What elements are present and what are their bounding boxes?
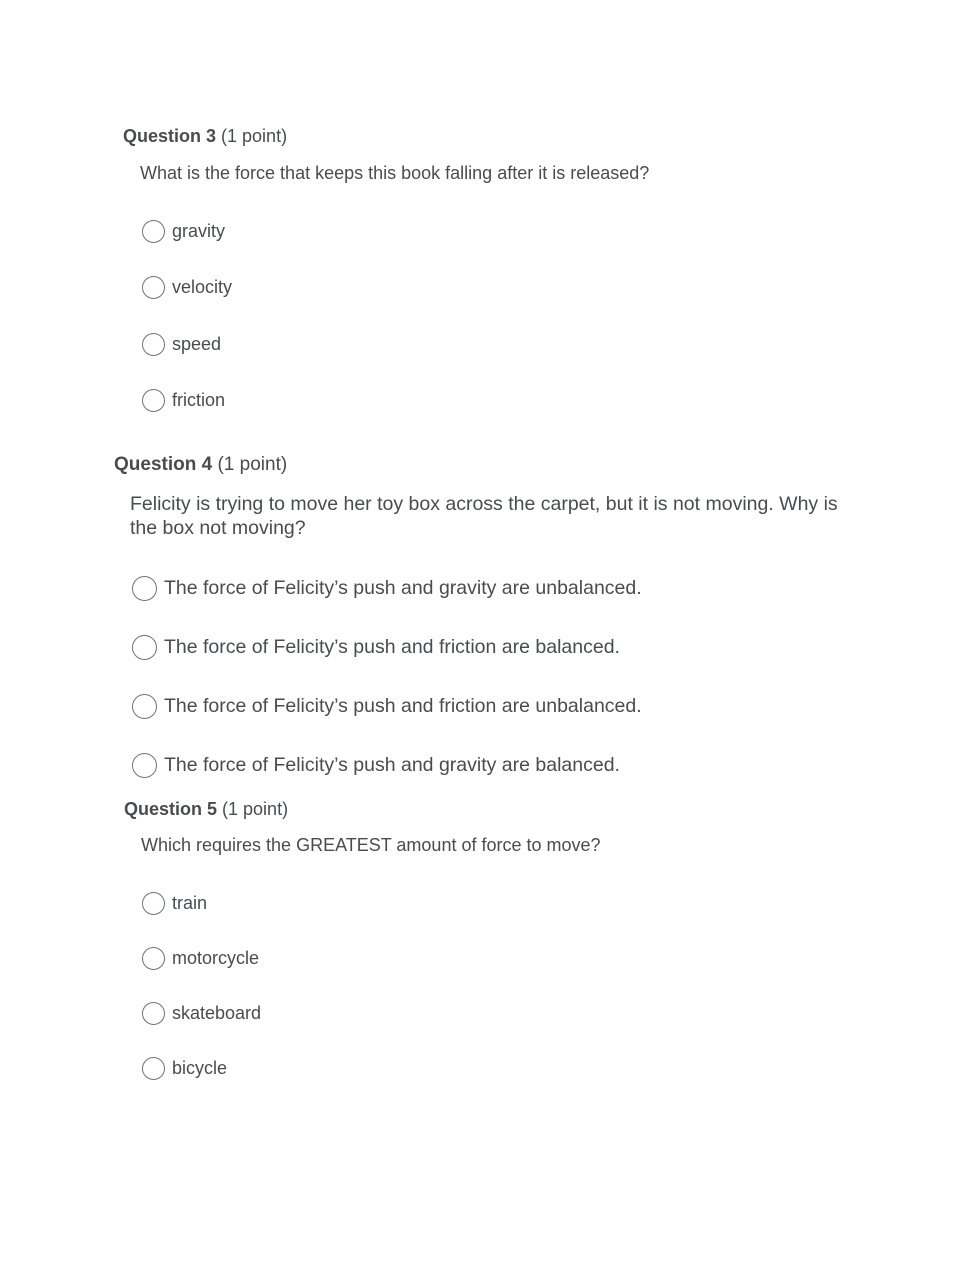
question-5-option-skateboard[interactable] (142, 1002, 261, 1025)
option-label: gravity (172, 221, 226, 241)
question-4-header (114, 454, 287, 476)
question-5-prompt: Which requires the GREATEST amount of force to move? (141, 835, 601, 855)
option-label: skateboard (172, 1003, 262, 1023)
question-5-option-train[interactable] (142, 892, 207, 915)
question-points: (1 point) (217, 454, 288, 475)
radio-button[interactable] (142, 1057, 165, 1080)
option-label: train (172, 893, 208, 913)
question-4-option-4[interactable] (132, 753, 620, 778)
radio-button[interactable] (132, 753, 157, 778)
question-3-option-friction[interactable] (142, 389, 225, 412)
radio-button[interactable] (132, 635, 157, 660)
radio-button[interactable] (142, 892, 165, 915)
question-3-header (123, 126, 287, 147)
question-title: Question 3 (123, 126, 217, 146)
question-title: Question 4 (114, 454, 213, 475)
option-label: The force of Felicity’s push and gravity are balanced. (164, 754, 620, 776)
radio-button[interactable] (132, 694, 157, 719)
radio-button[interactable] (142, 276, 165, 299)
option-label: velocity (172, 277, 233, 297)
radio-button[interactable] (142, 1002, 165, 1025)
question-points: (1 point) (222, 799, 289, 819)
question-4-option-3[interactable] (132, 694, 642, 719)
option-label: motorcycle (172, 948, 260, 968)
radio-button[interactable] (142, 947, 165, 970)
option-label: The force of Felicity’s push and friction are unbalanced. (164, 695, 642, 717)
radio-button[interactable] (142, 333, 165, 356)
question-4-option-1[interactable] (132, 576, 642, 601)
question-3-option-speed[interactable] (142, 333, 221, 356)
question-4-option-2[interactable] (132, 635, 620, 660)
question-5-option-bicycle[interactable] (142, 1057, 227, 1080)
radio-button[interactable] (132, 576, 157, 601)
question-points: (1 point) (221, 126, 288, 146)
option-label: The force of Felicity’s push and friction are balanced. (164, 636, 620, 658)
question-3-option-gravity[interactable] (142, 220, 225, 243)
question-3-prompt: What is the force that keeps this book falling after it is released? (140, 163, 650, 183)
option-label: friction (172, 390, 226, 410)
question-5-option-motorcycle[interactable] (142, 947, 259, 970)
option-label: bicycle (172, 1058, 228, 1078)
option-label: speed (172, 334, 222, 354)
question-5-header (124, 799, 288, 820)
question-title: Question 5 (124, 799, 218, 819)
option-label: The force of Felicity’s push and gravity are unbalanced. (164, 577, 642, 599)
question-4-prompt: Felicity is trying to move her toy box across the carpet, but it is not moving. Why is the box not moving? (130, 493, 838, 539)
radio-button[interactable] (142, 389, 165, 412)
radio-button[interactable] (142, 220, 165, 243)
question-3-option-velocity[interactable] (142, 276, 232, 299)
